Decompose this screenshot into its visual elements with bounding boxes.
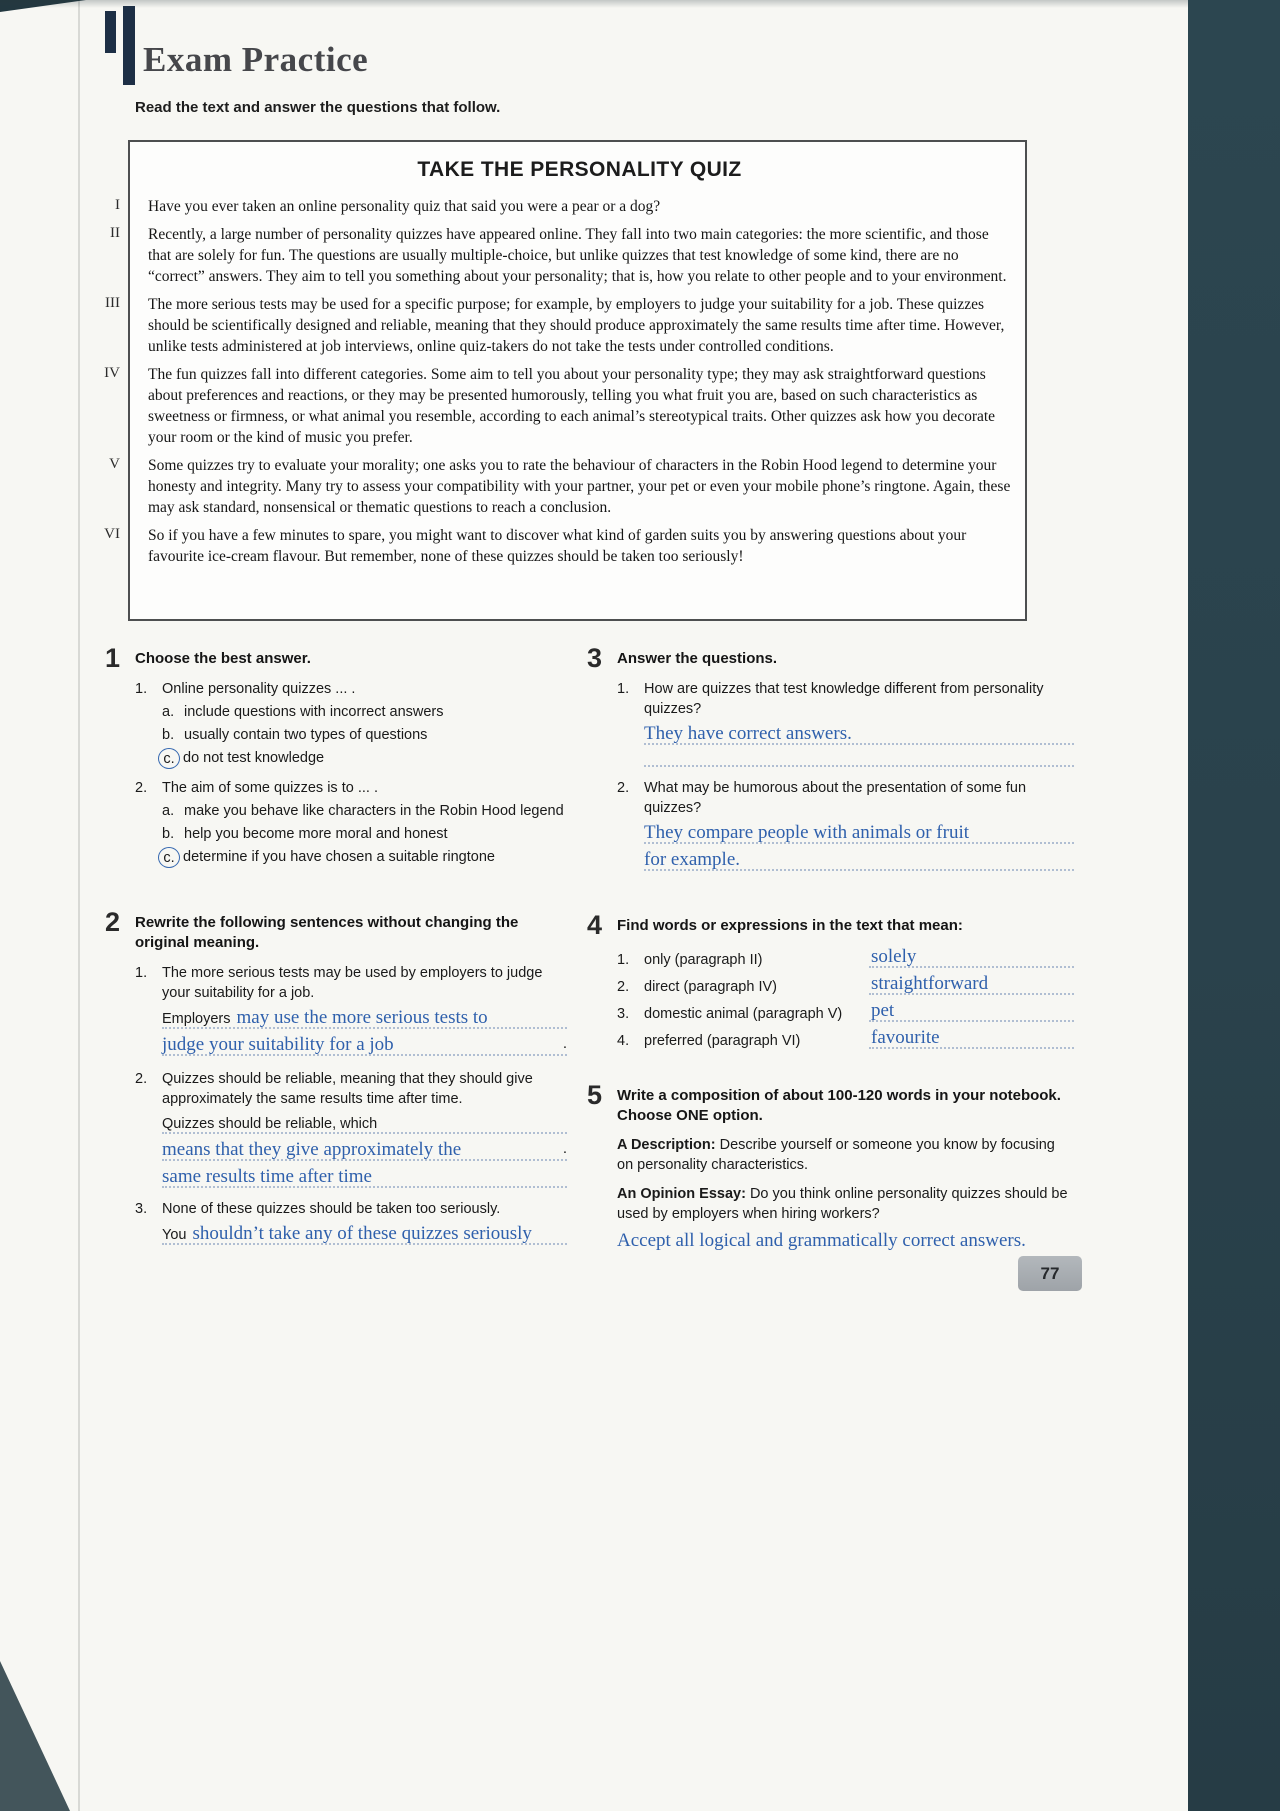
page-fold-line bbox=[78, 0, 80, 1811]
answer-line bbox=[162, 1137, 567, 1164]
option-label: An Opinion Essay: bbox=[617, 1186, 746, 1202]
reading-text-box bbox=[104, 140, 1027, 621]
word-clue: preferred (paragraph VI) bbox=[644, 1033, 801, 1049]
question-text: What may be humorous about the presentation of some fun quizzes? bbox=[644, 780, 1027, 816]
paragraph-numeral: III bbox=[105, 295, 120, 311]
item-number: 3. bbox=[135, 1201, 148, 1217]
find-word-row-2 bbox=[617, 973, 1074, 997]
logo-bar-short bbox=[105, 11, 116, 53]
paragraph-text: The more serious tests may be used for a specific purpose; for example, by employers to judge your suitability for a job. These quizzes should be scientifically designed and reliable, meaning that they should produce approximately the same results time after time. However, unlike tests administered at job interviews, online quiz-takers do not take the tests under controlled conditions. bbox=[148, 296, 1005, 355]
answer-line bbox=[644, 820, 1074, 847]
scan-top-shadow bbox=[0, 0, 1188, 8]
answer-blank bbox=[869, 1000, 1074, 1024]
answer-lead: Employers bbox=[162, 1011, 231, 1027]
handwritten-answer: pet bbox=[871, 1000, 895, 1021]
option-c-selected bbox=[162, 748, 567, 769]
option-text: help you become more moral and honest bbox=[184, 826, 448, 842]
question-number: 2. bbox=[135, 780, 148, 796]
option-a bbox=[162, 801, 567, 821]
handwritten-answer: They compare people with animals or fruit bbox=[644, 822, 970, 843]
handwritten-answer: same results time after time bbox=[162, 1166, 372, 1187]
open-question-2 bbox=[617, 778, 1074, 874]
exercise-5 bbox=[587, 1080, 1074, 1252]
answer-lead-line bbox=[162, 1111, 567, 1137]
exercise-column-left bbox=[105, 643, 567, 1254]
word-clue: domestic animal (paragraph V) bbox=[644, 1006, 843, 1022]
option-label: A Description: bbox=[617, 1137, 716, 1153]
exercise-number: 4 bbox=[587, 910, 603, 940]
find-word-row-3 bbox=[617, 1000, 1074, 1024]
exercise-number: 5 bbox=[587, 1080, 603, 1110]
reading-paragraph-2 bbox=[110, 224, 1011, 287]
item-number: 1. bbox=[135, 965, 148, 981]
composition-option-description bbox=[617, 1135, 1074, 1175]
option-text: determine if you have chosen a suitable ringtone bbox=[183, 849, 495, 865]
logo-bar-tall bbox=[123, 6, 135, 85]
reading-paragraph-3 bbox=[105, 294, 1011, 357]
answer-line bbox=[162, 1005, 567, 1032]
question-stem: The aim of some quizzes is to ... . bbox=[162, 780, 378, 796]
answer-line bbox=[162, 1221, 567, 1248]
paragraph-text: The fun quizzes fall into different categories. Some aim to tell you about your personality type; they may ask straightforward questions about preferences and reactions, or they may be presented humorously, telling you what fruit you are, based on such characteristics as sweetness or firmness, or what animal you resemble, according to each animal’s stereotypical traits. Other quizzes ask how you decorate your room or the kind of music you prefer. bbox=[148, 366, 996, 446]
item-number: 2. bbox=[617, 979, 630, 995]
option-text: usually contain two types of questions bbox=[184, 727, 428, 743]
paragraph-numeral: I bbox=[115, 197, 120, 213]
option-b bbox=[162, 824, 567, 844]
word-clue: direct (paragraph IV) bbox=[644, 979, 777, 995]
item-number: 2. bbox=[135, 1071, 148, 1087]
chapter-logo bbox=[105, 6, 135, 86]
exercise-heading: Choose the best answer. bbox=[135, 650, 311, 667]
paragraph-text: Have you ever taken an online personality quiz that said you were a pear or a dog? bbox=[148, 198, 661, 215]
paragraph-numeral: VI bbox=[104, 526, 120, 542]
answer-blank bbox=[869, 946, 1074, 970]
question-text: How are quizzes that test knowledge different from personality quizzes? bbox=[644, 681, 1044, 717]
line-end-period: . bbox=[562, 1140, 567, 1157]
exercise-number: 2 bbox=[105, 907, 121, 937]
item-number: 1. bbox=[617, 952, 630, 968]
find-word-row-4 bbox=[617, 1027, 1074, 1051]
scan-corner-bottom-left bbox=[0, 1661, 70, 1811]
rewrite-prompt: Quizzes should be reliable, meaning that they should give approximately the same results time after time. bbox=[162, 1071, 533, 1107]
answer-blank bbox=[869, 973, 1074, 997]
handwritten-answer: shouldn’t take any of these quizzes seriously bbox=[192, 1223, 532, 1244]
exercise-1 bbox=[105, 643, 567, 877]
find-word-row-1 bbox=[617, 946, 1074, 970]
page-title: Exam Practice bbox=[143, 40, 369, 79]
rewrite-item-3 bbox=[135, 1199, 567, 1248]
empty-answer-line bbox=[644, 748, 1074, 770]
answer-blank bbox=[869, 1027, 1074, 1051]
question-number: 2. bbox=[617, 780, 630, 796]
rewrite-item-2 bbox=[135, 1069, 567, 1191]
item-number: 4. bbox=[617, 1033, 630, 1049]
paragraph-text: So if you have a few minutes to spare, you might want to discover what kind of garden suits you by answering questions about your favourite ice-cream flavour. But remember, none of these quizzes should be taken too seriously! bbox=[148, 527, 967, 565]
option-letter: a. bbox=[162, 704, 175, 720]
exercise-3 bbox=[587, 643, 1074, 880]
mcq-question-1 bbox=[135, 679, 567, 772]
handwritten-note: Accept all logical and grammatically correct answers. bbox=[617, 1230, 1026, 1251]
exercise-number: 1 bbox=[105, 643, 121, 673]
paragraph-text: Recently, a large number of personality quizzes have appeared online. They fall into two main categories: the more scientific, and those that are solely for fun. The questions are usually multiple-choice, but unlike quizzes that test knowledge of some kind, there are no “correct” answers. They aim to tell you something about your personality; that is, how you relate to other people and to your environment. bbox=[148, 226, 1007, 285]
page-instruction: Read the text and answer the questions that follow. bbox=[135, 99, 501, 116]
exercise-4 bbox=[587, 910, 1074, 1054]
option-text: include questions with incorrect answers bbox=[184, 704, 444, 720]
paragraph-numeral: IV bbox=[104, 365, 120, 381]
page-number: 77 bbox=[1040, 1263, 1060, 1283]
answer-lead: Quizzes should be reliable, which bbox=[162, 1116, 378, 1132]
exercise-heading: Answer the questions. bbox=[617, 650, 778, 667]
option-letter: a. bbox=[162, 803, 175, 819]
answer-line bbox=[644, 721, 1074, 748]
handwritten-answer: means that they give approximately the bbox=[162, 1139, 462, 1160]
option-letter: b. bbox=[162, 727, 175, 743]
word-clue: only (paragraph II) bbox=[644, 952, 763, 968]
paragraph-text: Some quizzes try to evaluate your morality; one asks you to rate the behaviour of characters in the Robin Hood legend to determine your honesty and integrity. Many try to assess your compatibility with your partner, your pet or even your mobile phone’s ringtone. Again, these may ask standard, nonsensical or thematic questions to reach a conclusion. bbox=[148, 457, 1011, 516]
reading-title: TAKE THE PERSONALITY QUIZ bbox=[417, 158, 742, 181]
handwritten-answer: They have correct answers. bbox=[644, 723, 852, 744]
open-question-1 bbox=[617, 679, 1074, 770]
answer-line bbox=[644, 847, 1074, 874]
rewrite-prompt: None of these quizzes should be taken too seriously. bbox=[162, 1201, 501, 1217]
option-text: Describe yourself or someone you know by focusing on personality characteristics. bbox=[617, 1137, 1055, 1173]
rewrite-item-1 bbox=[135, 963, 567, 1059]
question-stem: Online personality quizzes ... . bbox=[162, 681, 356, 697]
paragraph-numeral: II bbox=[110, 225, 120, 241]
reading-paragraph-4 bbox=[104, 364, 1011, 448]
reading-paragraph-1 bbox=[115, 196, 1011, 217]
item-number: 3. bbox=[617, 1006, 630, 1022]
exercise-heading: Rewrite the following sentences without changing the original meaning. bbox=[135, 914, 519, 951]
page-number-tab bbox=[1018, 1256, 1082, 1291]
option-text: do not test knowledge bbox=[183, 750, 325, 766]
option-text: make you behave like characters in the Robin Hood legend bbox=[184, 803, 564, 819]
question-number: 1. bbox=[617, 681, 630, 697]
reading-paragraph-6 bbox=[104, 525, 1011, 567]
answer-lead: You bbox=[162, 1227, 187, 1243]
exercise-column-right bbox=[587, 643, 1074, 1252]
handwritten-answer: straightforward bbox=[871, 973, 989, 994]
handwritten-answer: for example. bbox=[644, 849, 741, 870]
answer-line bbox=[162, 1164, 567, 1191]
handwritten-answer: judge your suitability for a job bbox=[162, 1034, 394, 1055]
circled-answer-letter: c. bbox=[158, 847, 180, 868]
handwritten-answer: solely bbox=[871, 946, 917, 967]
option-text: Do you think online personality quizzes should be used by employers when hiring workers? bbox=[617, 1186, 1068, 1222]
exercise-heading: Write a composition of about 100-120 words in your notebook. Choose ONE option. bbox=[617, 1087, 1061, 1124]
handwritten-answer: favourite bbox=[871, 1027, 940, 1048]
mcq-question-2 bbox=[135, 778, 567, 871]
option-c-selected bbox=[162, 847, 567, 868]
reading-paragraph-5 bbox=[109, 455, 1011, 518]
circled-answer-letter: c. bbox=[158, 748, 180, 769]
composition-option-opinion bbox=[617, 1184, 1074, 1224]
teacher-note bbox=[617, 1230, 1074, 1252]
exercise-2 bbox=[105, 907, 567, 1254]
line-end-period: . bbox=[562, 1035, 567, 1052]
option-letter: b. bbox=[162, 826, 175, 842]
question-number: 1. bbox=[135, 681, 148, 697]
rewrite-prompt: The more serious tests may be used by employers to judge your suitability for a job. bbox=[162, 965, 543, 1001]
answer-line bbox=[162, 1032, 567, 1059]
paragraph-numeral: V bbox=[109, 456, 120, 472]
option-b bbox=[162, 725, 567, 745]
exercise-number: 3 bbox=[587, 643, 603, 673]
handwritten-answer: may use the more serious tests to bbox=[236, 1007, 488, 1028]
option-a bbox=[162, 702, 567, 722]
exercise-heading: Find words or expressions in the text that mean: bbox=[617, 917, 963, 934]
scan-right-band bbox=[1188, 0, 1280, 1811]
